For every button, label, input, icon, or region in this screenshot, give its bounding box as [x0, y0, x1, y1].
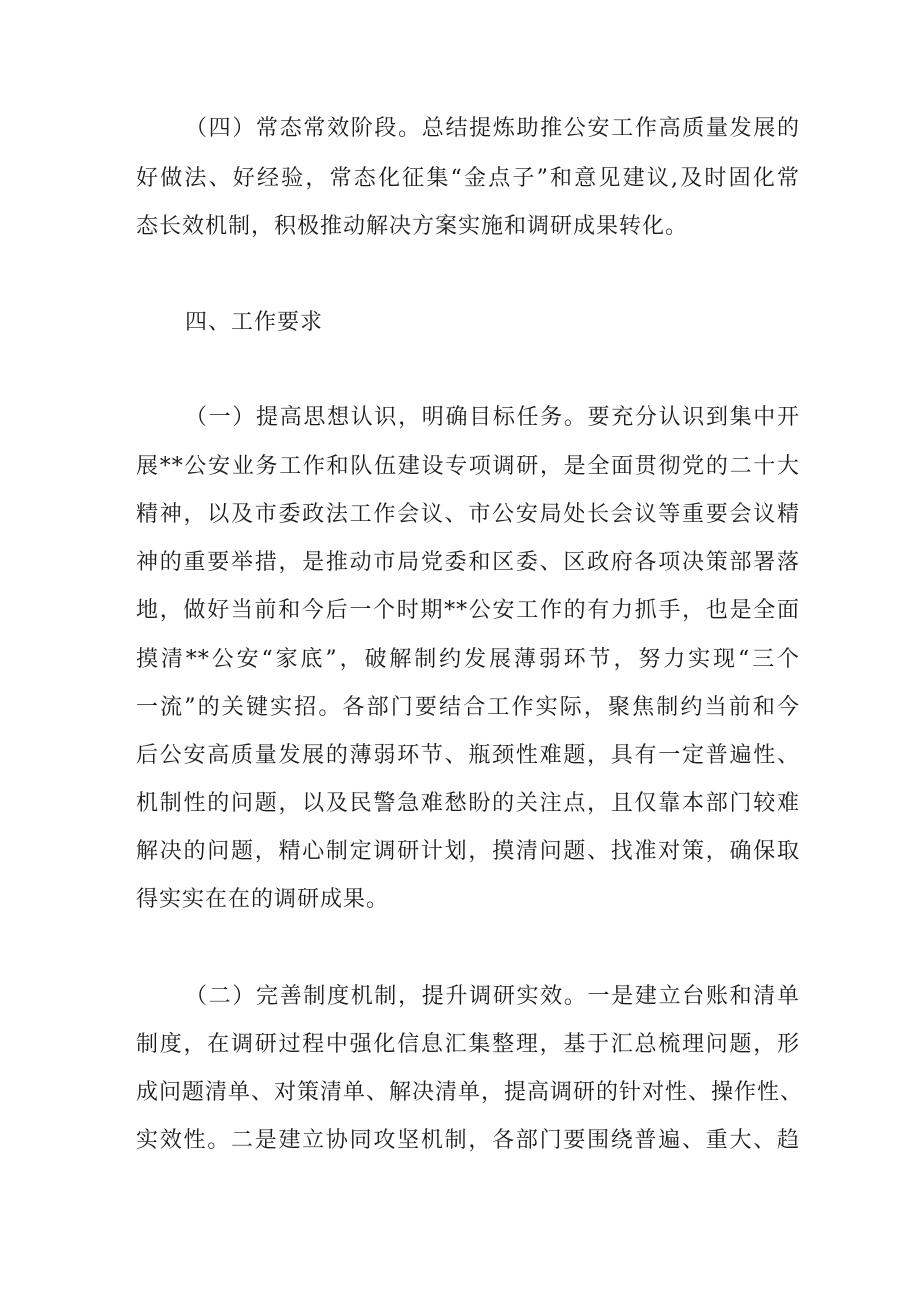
para-req2-line-3: 成问题清单、对策清单、解决清单，提高调研的针对性、操作性、 — [136, 1080, 804, 1105]
para-req1-line-4: 神的重要举措，是推动市局党委和区委、区政府各项决策部署落 — [136, 550, 800, 575]
para-req1-line-2: 展**公安业务工作和队伍建设专项调研，是全面贯彻党的二十大 — [136, 454, 800, 479]
para-req1-line-5: 地，做好当前和今后一个时期**公安工作的有力抓手，也是全面 — [136, 598, 800, 623]
para-req1-line-10: 解决的问题，精心制定调研计划，摸清问题、找准对策，确保取 — [136, 839, 800, 864]
para-req1-line-1: （一）提高思想认识，明确目标任务。要充分认识到集中开 — [185, 405, 800, 430]
para-stage4-line-1: （四）常态常效阶段。总结提炼助推公安工作高质量发展的 — [185, 116, 800, 141]
para-req2-line-2: 制度，在调研过程中强化信息汇集整理，基于汇总梳理问题，形 — [136, 1032, 800, 1057]
para-req2-line-1: （二）完善制度机制，提升调研实效。一是建立台账和清单 — [185, 984, 800, 1009]
para-req1-line-9: 机制性的问题，以及民警急难愁盼的关注点，且仅靠本部门较难 — [136, 791, 800, 816]
para-stage4-line-2: 好做法、好经验，常态化征集“金点子”和意见建议,及时固化常 — [136, 166, 800, 191]
para-req2-line-4: 实效性。二是建立协同攻坚机制，各部门要围绕普遍、重大、趋 — [136, 1128, 800, 1153]
para-req1-line-11: 得实实在在的调研成果。 — [136, 887, 390, 912]
para-req1-line-7: 一流”的关键实招。各部门要结合工作实际，聚焦制约当前和今 — [136, 695, 800, 720]
para-req1-line-3: 精神，以及市委政法工作会议、市公安局处长会议等重要会议精 — [136, 502, 800, 527]
section-heading: 四、工作要求 — [185, 310, 324, 335]
para-stage4-line-3: 态长效机制，积极推动解决方案实施和调研成果转化。 — [136, 214, 689, 239]
para-req1-line-8: 后公安高质量发展的薄弱环节、瓶颈性难题，具有一定普遍性、 — [136, 743, 800, 768]
para-req1-line-6: 摸清**公安“家底”，破解制约发展薄弱环节，努力实现“三个 — [136, 647, 800, 672]
